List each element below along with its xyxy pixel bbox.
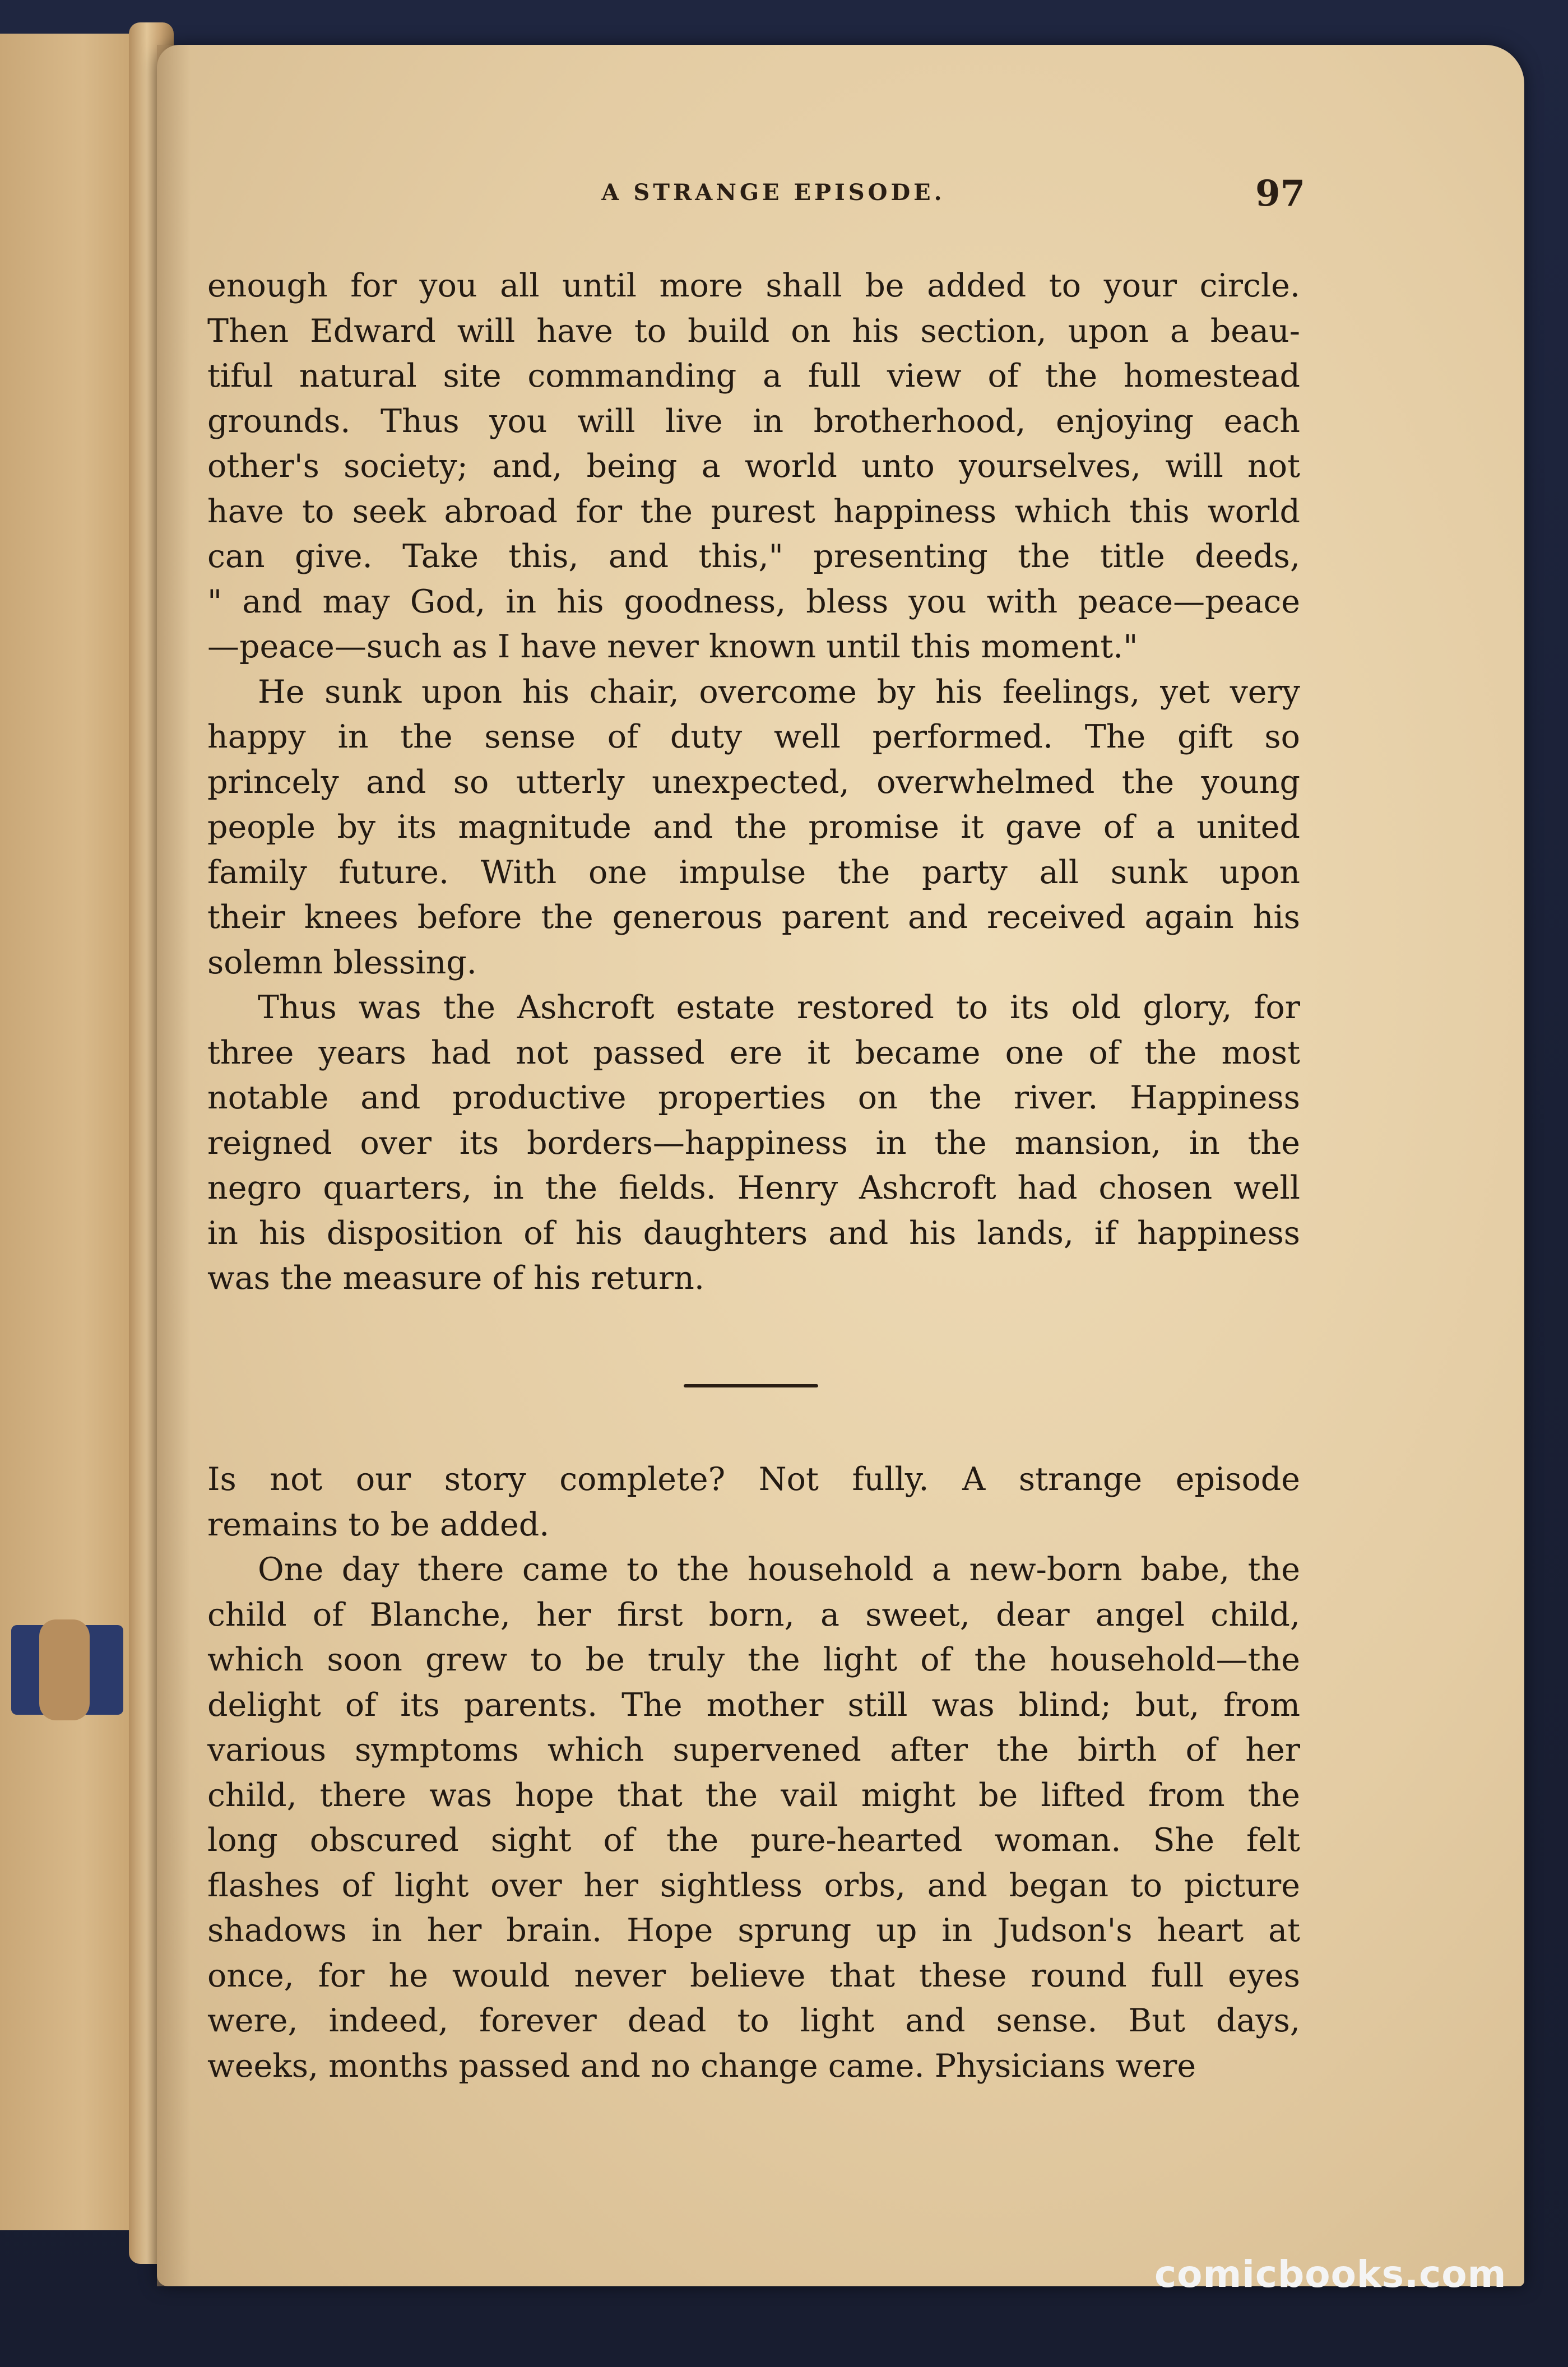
text-line: people by its magnitude and the promise it gave of a united	[207, 809, 1300, 846]
text-line: child, there was hope that the vail might be lifted from the	[207, 1776, 1300, 1814]
text-line: grounds. Thus you will live in brotherhood, enjoying each	[207, 402, 1300, 440]
watermark: comicbooks.com	[1154, 2253, 1507, 2296]
text-line: in his disposition of his daughters and his lands, if happiness	[207, 1214, 1300, 1252]
text-line: long obscured sight of the pure-hearted woman. She felt	[207, 1822, 1300, 1859]
text-line: shadows in her brain. Hope sprung up in Judson's heart at	[207, 1912, 1300, 1949]
running-head: A STRANGE EPISODE.	[601, 179, 945, 206]
text-line: were, indeed, forever dead to light and sense. But days,	[207, 2002, 1300, 2039]
text-line: negro quarters, in the fields. Henry Ashcroft had chosen well	[207, 1169, 1300, 1206]
text-line: other's society; and, being a world unto yourselves, will not	[207, 448, 1300, 485]
page-number: 97	[1255, 173, 1306, 215]
text-line: " and may God, in his goodness, bless you with peace—peace	[207, 583, 1300, 620]
text-line: Is not our story complete? Not fully. A strange episode	[207, 1461, 1300, 1498]
text-line: various symptoms which supervened after the birth of her	[207, 1732, 1300, 1769]
paragraph	[207, 263, 1300, 670]
text-line: was the measure of his return.	[207, 1260, 704, 1297]
text-line: notable and productive properties on the river. Happiness	[207, 1079, 1300, 1116]
page-gutter-shadow	[157, 45, 191, 2286]
text-block-top	[207, 263, 1300, 1301]
text-line: their knees before the generous parent and received again his	[207, 899, 1300, 936]
text-line: remains to be added.	[207, 1506, 550, 1543]
text-line: delight of its parents. The mother still was blind; but, from	[207, 1686, 1300, 1724]
text-line: reigned over its borders—happiness in the mansion, in the	[207, 1124, 1300, 1162]
paragraph	[207, 985, 1300, 1301]
text-line: One day there came to the household a new-born babe, the	[258, 1551, 1300, 1588]
text-line: have to seek abroad for the purest happiness which this world	[207, 493, 1300, 530]
text-line: He sunk upon his chair, overcome by his feelings, yet very	[258, 673, 1300, 711]
text-line: weeks, months passed and no change came. Physicians were	[207, 2047, 1196, 2085]
text-line: princely and so utterly unexpected, overwhelmed the young	[207, 763, 1300, 801]
text-line: can give. Take this, and this," presenting the title deeds,	[207, 538, 1300, 575]
text-line: family future. With one impulse the party all sunk upon	[207, 853, 1300, 891]
text-line: Thus was the Ashcroft estate restored to its old glory, for	[258, 989, 1300, 1026]
paragraph	[207, 1457, 1300, 1547]
text-line: Then Edward will have to build on his section, upon a beau-	[207, 312, 1300, 350]
section-divider	[684, 1384, 818, 1387]
text-line: once, for he would never believe that these round full eyes	[207, 1957, 1300, 1994]
paragraph	[207, 1547, 1300, 2088]
text-line: enough for you all until more shall be added to your circle.	[207, 267, 1300, 304]
text-line: solemn blessing.	[207, 944, 477, 981]
text-line: child of Blanche, her first born, a sweet, dear angel child,	[207, 1596, 1300, 1633]
text-line: three years had not passed ere it became one of the most	[207, 1034, 1300, 1071]
text-line: —peace—such as I have never known until this moment."	[207, 628, 1138, 665]
text-line: happy in the sense of duty well performed. The gift so	[207, 718, 1300, 755]
text-line: which soon grew to be truly the light of the household—the	[207, 1641, 1300, 1678]
text-line: flashes of light over her sightless orbs, and began to picture	[207, 1867, 1300, 1904]
paragraph	[207, 670, 1300, 986]
text-block-bottom	[207, 1457, 1300, 2088]
text-line: tiful natural site commanding a full view of the homestead	[207, 358, 1300, 395]
spine-tear-paper	[39, 1619, 90, 1720]
